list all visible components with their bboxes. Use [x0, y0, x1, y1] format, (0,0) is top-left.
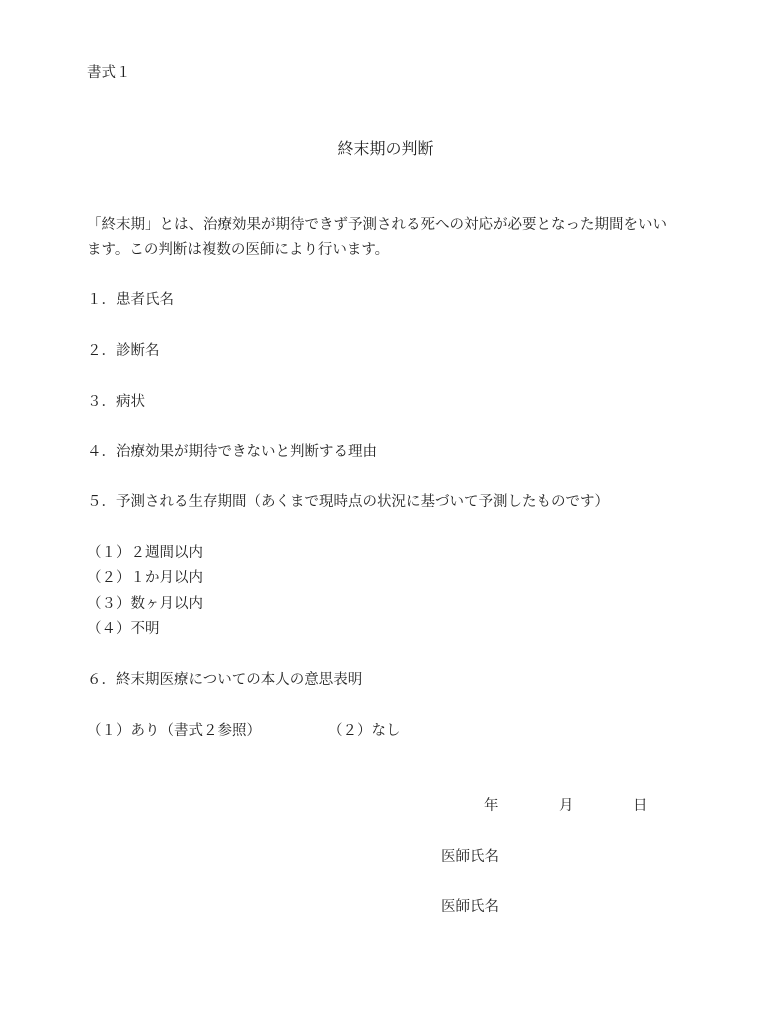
date-month-label: 月 [559, 798, 574, 814]
definition-line-1: 「終末期」とは、治療効果が期待できず予測される死への対応が必要となった期間をいい [87, 217, 667, 233]
survival-option-1: （１）２週間以内 [87, 545, 203, 561]
section-patient-name: １．患者氏名 [87, 292, 174, 308]
intent-option-no: （２）なし [328, 723, 401, 739]
section-diagnosis: ２．診断名 [87, 343, 160, 359]
survival-option-3: （３）数ヶ月以内 [87, 596, 203, 612]
definition-line-2: ます。この判断は複数の医師により行います。 [87, 242, 390, 258]
survival-option-4: （４）不明 [87, 621, 160, 637]
date-year-label: 年 [484, 798, 499, 814]
survival-option-2: （２）１か月以内 [87, 570, 203, 586]
intent-option-yes: （１）あり（書式２参照） [87, 723, 261, 739]
doctor-signature-2: 医師氏名 [441, 899, 499, 915]
date-day-label: 日 [633, 798, 648, 814]
section-reason: ４．治療効果が期待できないと判断する理由 [87, 444, 377, 460]
section-condition: ３．病状 [87, 394, 145, 410]
document-title: 終末期の判断 [337, 139, 434, 158]
doctor-signature-1: 医師氏名 [441, 849, 499, 865]
form-number: 書式１ [87, 65, 131, 81]
patient-intent-heading: ６．終末期医療についての本人の意思表明 [87, 672, 363, 688]
survival-period-heading: ５．予測される生存期間（あくまで現時点の状況に基づいて予測したものです） [87, 494, 609, 510]
